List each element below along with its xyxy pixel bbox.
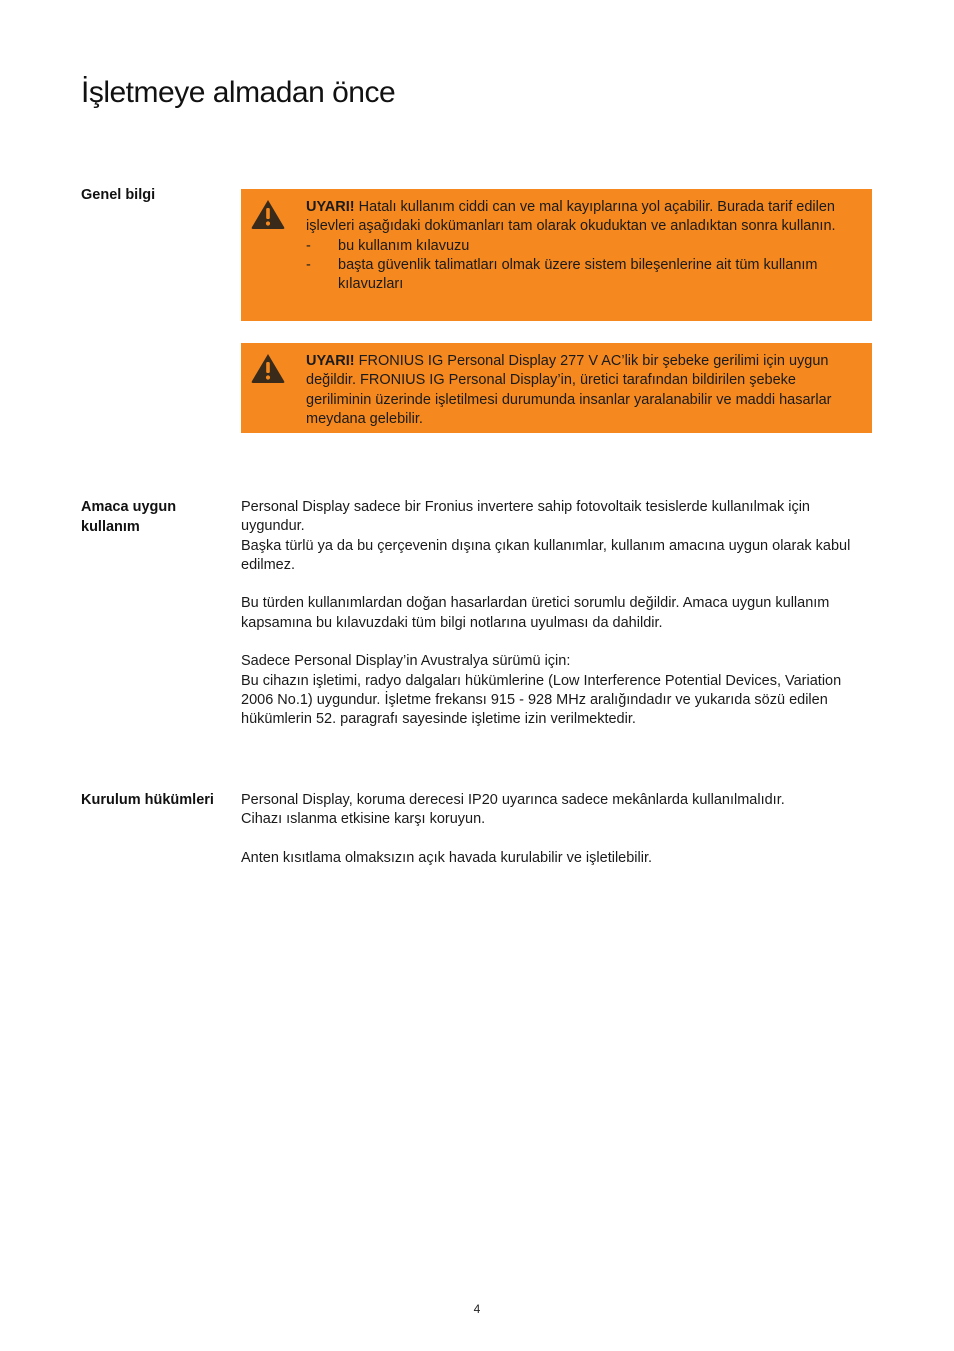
warning-list [306,237,854,295]
paragraph: Anten kısıtlama olmaksızın açık havada kurulabilir ve işletilebilir. [241,849,653,866]
warning-label: UYARI! [306,353,355,369]
paragraph: Başka türlü ya da bu çerçevenin dışına çıkan kullanımlar, kullanım amacına uygun olarak kabul edilmez. [241,537,851,573]
warning-box-2 [241,343,872,433]
list-item: - başta güvenlik talimatları olmak üzere sistem bileşenlerine ait tüm kullanım kılavuzları [306,256,818,293]
installation-body [241,791,871,868]
warning-triangle-icon [250,198,286,230]
paragraph: Bu türden kullanımlardan doğan hasarlardan üretici sorumlu değildir. Amaca uygun kullanım kapsamına bu kılavuzdaki tüm bilgi notlarına uyulması da dahildir. [241,595,830,631]
paragraph: Bu cihazın işletimi, radyo dalgaları hükümlerine (Low Interference Potential Devices, Variation 2006 No.1) uygundur. İşletme frekansı 915 - 928 MHz aralığındadır ve yukarıda sözü edilen hükümlerin 52. paragrafı sayesinde işletime izin verilmektedir. [241,672,842,728]
warning-text-1: UYARI! Hatalı kullanım ciddi can ve mal kayıplarına yol açabilir. Burada tarif edilen işlevleri aşağıdaki dokümanları tam olarak okuduktan ve anladıktan sonra kullanın. [306,199,836,235]
section-heading-installation: Kurulum hükümleri [81,792,214,808]
paragraph: Personal Display sadece bir Fronius invertere sahip fotovoltaik tesislerde kullanılmak için uygundur. [241,499,810,535]
section-heading-intended-use: Amaca uygun kullanım [81,499,177,535]
page-number: 4 [473,1302,481,1316]
section-heading-general: Genel bilgi [81,187,156,203]
paragraph: Personal Display, koruma derecesi IP20 uyarınca sadece mekânlarda kullanılmalıdır. [241,792,785,808]
warning-box-1 [241,189,872,321]
intended-use-body [241,498,871,730]
warning-text-2: UYARI! FRONIUS IG Personal Display 277 V AC’lik bir şebeke gerilimi için uygun değildir. FRONIUS IG Personal Display’in, üretici tarafından bildirilen şebeke geriliminin üzerinde işletilmesi durumunda insanlar yaralanabilir ve maddi hasarlar meydana gelebilir. [306,353,832,427]
warning-label: UYARI! [306,199,355,215]
warning-triangle-icon [250,352,286,384]
paragraph: Cihazı ıslanma etkisine karşı koruyun. [241,811,486,828]
list-item: - bu kullanım kılavuzu [306,237,470,254]
page-title: İşletmeye almadan önce [81,76,396,109]
paragraph: Sadece Personal Display’in Avustralya sürümü için: [241,653,571,670]
